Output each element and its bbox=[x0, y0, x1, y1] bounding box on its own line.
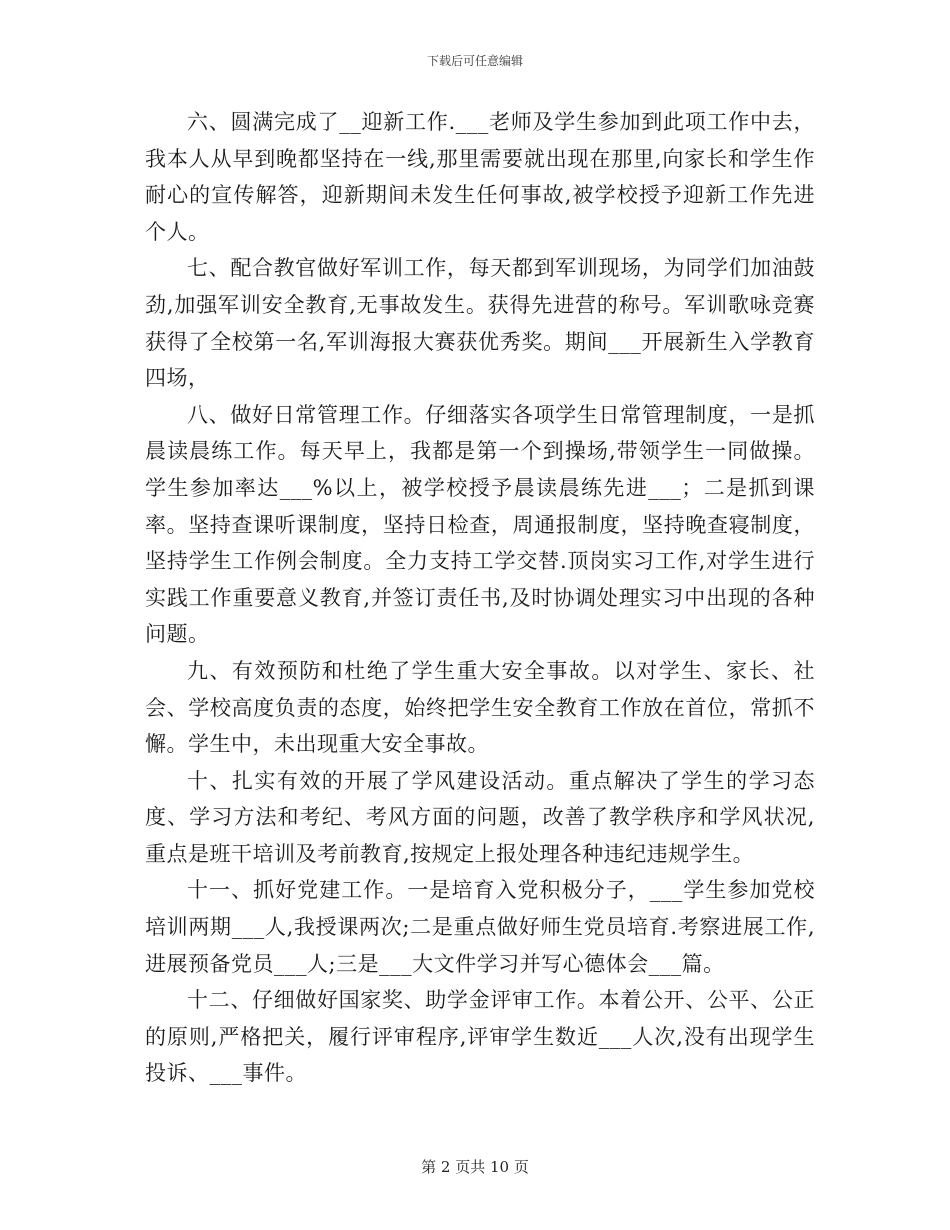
page-number-footer: 第 2 页共 10 页 bbox=[421, 1158, 529, 1176]
paragraph-12: 十二、仔细做好国家奖、助学金评审工作。本着公开、公平、公正的原则,严格把关，履行评审程序,评审学生数近___人次,没有出现学生投诉、___事件。 bbox=[145, 988, 815, 1086]
paragraph-7: 七、配合教官做好军训工作，每天都到军训现场，为同学们加油鼓劲,加强军训安全教育,无事故发生。获得先进营的称号。军训歌咏竞赛获得了全校第一名,军训海报大赛获优秀奖。期间___开展新生入学教育四场， bbox=[145, 256, 815, 391]
paragraph-9: 九、有效预防和杜绝了学生重大安全事故。以对学生、家长、社会、学校高度负责的态度，始终把学生安全教育工作放在首位，常抓不懈。学生中，未出现重大安全事故。 bbox=[145, 658, 815, 757]
paragraph-8: 八、做好日常管理工作。仔细落实各项学生日常管理制度，一是抓晨读晨练工作。每天早上，我都是第一个到操场,带领学生一同做操。学生参加率达___%以上，被学校授予晨读晨练先进___；二是抓到课率。坚持查课听课制度，坚持日检查，周通报制度，坚持晚查寝制度，坚持学生工作例会制度。全力支持工学交替.顶岗实习工作,对学生进行实践工作重要意义教育,并签订责任书,及时协调处理实习中出现的各种问题。 bbox=[145, 402, 815, 647]
paragraph-6: 六、圆满完成了__迎新工作.___老师及学生参加到此项工作中去，我本人从早到晚都坚持在一线,那里需要就出现在那里,向家长和学生作耐心的宣传解答，迎新期间未发生任何事故,被学校授予迎新工作先进个人。 bbox=[145, 110, 815, 244]
document-body bbox=[145, 104, 815, 1092]
page-header: 下载后可任意编辑 bbox=[426, 54, 523, 68]
paragraph-11: 十一、抓好党建工作。一是培育入党积极分子，___学生参加党校培训两期___人,我授课两次;二是重点做好师生党员培育.考察进展工作,进展预备党员___人;三是___大文件学习并写心德体会___篇。 bbox=[145, 878, 815, 976]
paragraph-10: 十、扎实有效的开展了学风建设活动。重点解决了学生的学习态度、学习方法和考纪、考风方面的问题，改善了教学秩序和学风状况,重点是班干培训及考前教育,按规定上报处理各种违纪违规学生。 bbox=[145, 768, 815, 866]
